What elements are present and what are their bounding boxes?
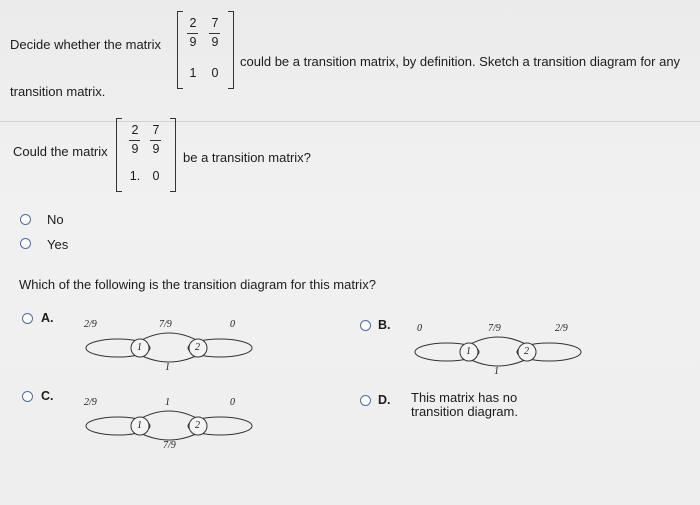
subquestion-prefix: Could the matrix bbox=[13, 144, 108, 159]
diagram-question: Which of the following is the transition diagram for this matrix? bbox=[19, 277, 376, 292]
sub-r1c2-fraction-bar bbox=[150, 140, 161, 141]
choice-a-self2-label: 0 bbox=[230, 319, 235, 330]
radio-choice-c[interactable] bbox=[22, 391, 33, 402]
choice-b-self1-label: 0 bbox=[417, 323, 422, 334]
choice-c-arrow-bottom bbox=[138, 432, 200, 440]
matrix-r1c1-numerator: 2 bbox=[189, 16, 197, 30]
choice-b-node-1-label: 1 bbox=[466, 346, 471, 357]
subquestion-matrix bbox=[116, 118, 176, 192]
choice-b-arrow-top bbox=[467, 337, 529, 346]
choice-b-letter[interactable]: B. bbox=[378, 318, 391, 332]
matrix-r1c2-denominator: 9 bbox=[211, 35, 219, 49]
matrix-left-bracket bbox=[177, 11, 183, 89]
radio-yes[interactable] bbox=[20, 238, 31, 249]
choice-a-top-label: 7/9 bbox=[159, 319, 172, 330]
radio-choice-a[interactable] bbox=[22, 313, 33, 324]
sub-r1c2-numerator: 7 bbox=[152, 123, 160, 137]
sub-r1c1-numerator: 2 bbox=[131, 123, 139, 137]
choice-d-text[interactable] bbox=[411, 391, 518, 419]
subquestion-suffix: be a transition matrix? bbox=[183, 150, 311, 165]
choice-b-self2-label: 2/9 bbox=[555, 323, 568, 334]
radio-choice-b[interactable] bbox=[360, 320, 371, 331]
choice-b-bottom-label: 1 bbox=[494, 366, 499, 377]
choice-d-line-1: This matrix has no bbox=[411, 390, 518, 405]
matrix-r1c2-numerator: 7 bbox=[211, 16, 219, 30]
choice-a-node-2-label: 2 bbox=[195, 342, 200, 353]
matrix-r1c2-fraction-bar bbox=[209, 33, 220, 34]
matrix-display bbox=[177, 11, 234, 89]
choice-c-diagram[interactable] bbox=[76, 396, 256, 454]
question-continuation: transition matrix. bbox=[10, 84, 106, 99]
matrix-r2c1: 1 bbox=[189, 66, 197, 80]
matrix-r1c1-fraction-bar bbox=[187, 33, 198, 34]
matrix-r1c1-denominator: 9 bbox=[189, 35, 197, 49]
choice-a-bottom-label: 1 bbox=[165, 362, 170, 373]
choice-b-node-2-label: 2 bbox=[524, 346, 529, 357]
choice-c-bottom-label: 7/9 bbox=[163, 440, 176, 451]
choice-d-letter[interactable]: D. bbox=[378, 393, 391, 407]
choice-c-node-2-label: 2 bbox=[195, 420, 200, 431]
choice-b-arrow-bottom bbox=[467, 358, 529, 366]
question-suffix: could be a transition matrix, by definition. Sketch a transition diagram for any bbox=[240, 54, 681, 69]
choice-c-self2-label: 0 bbox=[230, 397, 235, 408]
option-no-label[interactable]: No bbox=[47, 212, 64, 227]
radio-no[interactable] bbox=[20, 214, 31, 225]
choice-c-arrow-top bbox=[138, 411, 200, 420]
matrix-r2c2: 0 bbox=[211, 66, 219, 80]
choice-b-diagram[interactable] bbox=[405, 322, 585, 380]
choice-a-arrow-bottom bbox=[138, 354, 200, 362]
choice-c-node-1-label: 1 bbox=[137, 420, 142, 431]
radio-choice-d[interactable] bbox=[360, 395, 371, 406]
choice-a-letter[interactable]: A. bbox=[41, 311, 54, 325]
choice-a-arrow-top bbox=[138, 333, 200, 342]
subquestion-matrix-right-bracket bbox=[170, 118, 176, 192]
matrix-right-bracket bbox=[228, 11, 234, 89]
choice-c-top-label: 1 bbox=[165, 397, 170, 408]
question-prefix: Decide whether the matrix bbox=[10, 37, 162, 52]
choice-b-top-label: 7/9 bbox=[488, 323, 501, 334]
choice-a-diagram[interactable] bbox=[76, 318, 256, 376]
choice-d-line-2: transition diagram. bbox=[411, 404, 518, 419]
choice-c-self1-label: 2/9 bbox=[84, 397, 97, 408]
sub-r1c2-denominator: 9 bbox=[152, 142, 160, 156]
choice-a-self1-label: 2/9 bbox=[84, 319, 97, 330]
subquestion-matrix-left-bracket bbox=[116, 118, 122, 192]
sub-r1c1-fraction-bar bbox=[129, 140, 140, 141]
option-yes-label[interactable]: Yes bbox=[47, 237, 69, 252]
choice-c-letter[interactable]: C. bbox=[41, 389, 54, 403]
choice-a-node-1-label: 1 bbox=[137, 342, 142, 353]
sub-r2c2: 0 bbox=[152, 169, 160, 183]
sub-r1c1-denominator: 9 bbox=[131, 142, 139, 156]
section-divider bbox=[0, 121, 700, 122]
sub-r2c1: 1. bbox=[129, 169, 141, 183]
